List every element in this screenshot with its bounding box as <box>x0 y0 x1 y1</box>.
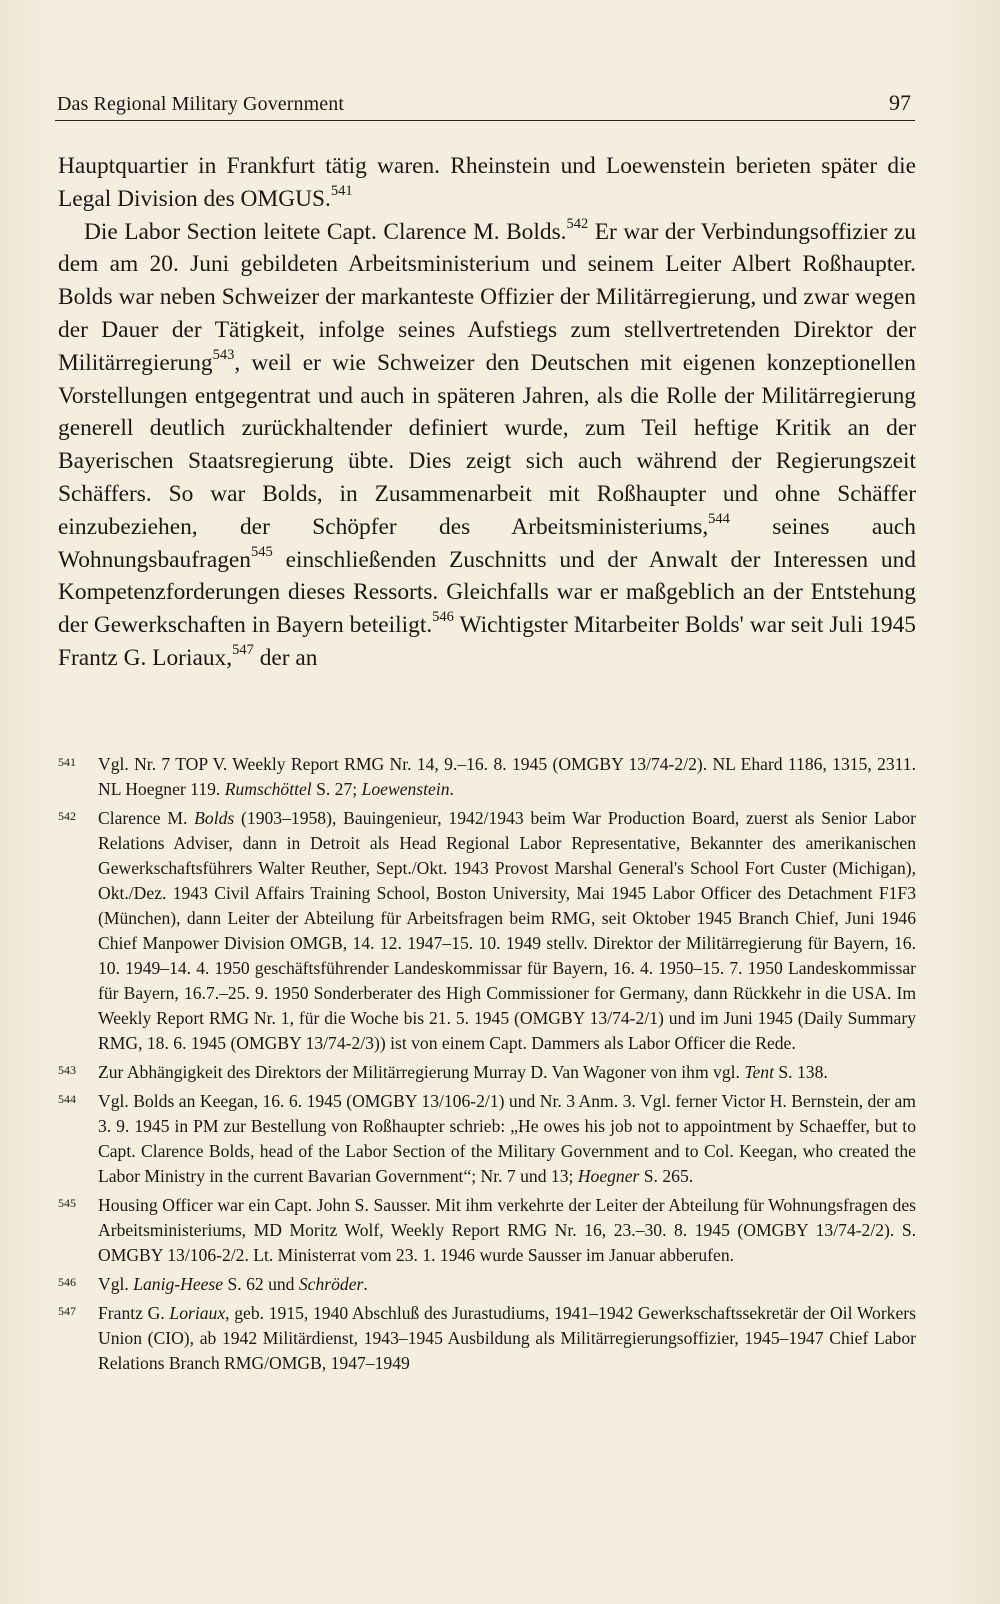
footnote-number: 547 <box>58 1304 76 1318</box>
footnote-ref: 543 <box>212 346 235 363</box>
paragraph-1 <box>58 150 916 216</box>
footnote-citation: Bolds <box>194 808 235 828</box>
footnote-text: Vgl. <box>98 1274 134 1294</box>
footnote-ref: 544 <box>708 510 730 527</box>
footnote-citation: Hoegner <box>577 1166 640 1186</box>
footnote-ref: 545 <box>250 543 273 560</box>
footnote-text: . <box>363 1274 368 1294</box>
footnote-ref: 542 <box>566 215 589 232</box>
footnote-ref: 541 <box>330 182 353 199</box>
running-title: Das Regional Military Government <box>57 93 345 115</box>
footnote-544 <box>58 1089 916 1189</box>
footnote-543 <box>58 1060 916 1085</box>
footnote-545 <box>58 1193 916 1268</box>
footnote-citation: Rumschöttel <box>224 779 312 799</box>
text-segment: Wichtigster Mitarbeiter Bolds' war seit Juli 1945 Frantz G. Loriaux, <box>58 612 916 671</box>
footnote-number: 545 <box>58 1196 76 1210</box>
footnote-text: Clarence M. <box>98 808 195 828</box>
text-segment: Hauptquartier in Frankfurt tätig waren. Rheinstein und Loewenstein berieten später die Legal Division des OMGUS. <box>58 153 916 212</box>
footnote-citation: Loewenstein <box>361 779 450 799</box>
footnote-text: Vgl. Nr. 7 TOP V. Weekly Report RMG Nr. 14, 9.–16. 8. 1945 (OMGBY 13/74-2/2). NL Ehard 1186, 1315, 2311. NL Hoegner 119. <box>98 754 916 799</box>
text-segment: Er war der Verbindungsoffizier zu dem am 20. Juni gebildeten Arbeitsministerium und seinem Leiter Albert Roßhaupter. Bolds war neben Schweizer der markanteste Offizier der Militärregierung, und zwar wegen der Dauer der Tätigkeit, infolge seines Aufstiegs zum stellvertretenden Direktor der Militärregierung <box>58 218 916 376</box>
footnote-ref: 546 <box>432 609 454 626</box>
footnote-text: S. 27; <box>311 779 362 799</box>
footnote-547 <box>58 1301 916 1376</box>
main-text <box>58 150 916 675</box>
footnote-text: S. 62 und <box>223 1274 299 1294</box>
footnote-541 <box>58 752 916 802</box>
footnotes <box>58 752 916 1380</box>
running-header <box>55 84 915 121</box>
footnote-citation: Loriaux <box>169 1303 226 1323</box>
footnote-citation: Lanig-Heese <box>133 1274 224 1294</box>
footnote-text: S. 138. <box>774 1062 828 1082</box>
footnote-text: . <box>449 779 454 799</box>
footnote-number: 541 <box>58 755 76 769</box>
footnote-542 <box>58 806 916 1056</box>
footnote-ref: 547 <box>232 641 254 658</box>
footnote-number: 542 <box>58 809 76 823</box>
paragraph-2 <box>58 216 916 675</box>
footnote-citation: Schröder <box>298 1274 364 1294</box>
footnote-text: (1903–1958), Bauingenieur, 1942/1943 beim War Production Board, zuerst als Senior Labor Relations Adviser, dann in Detroit als Head Regional Labor Representative, Bekannter des amerikanischen Gewerkschaftsführers Walter Reuther, Sept./Okt. 1943 Provost Marshal General's School Fort Custer (Michigan), Okt./Dez. 1943 Civil Affairs Training School, Boston University, Mai 1945 Labor Officer des Detachment F1F3 (München), dann Leiter der Abteilung für Arbeitsfragen beim RMG, seit Oktober 1945 Branch Chief, Juni 1946 Chief Manpower Division OMGB, 14. 12. 1947–15. 10. 1949 stellv. Direktor der Militärregierung für Bayern, 16. 10. 1949–14. 4. 1950 geschäftsführender Landeskommissar für Bayern, 16. 4. 1950–15. 7. 1950 Landeskommissar für Bayern, 16.7.–25. 9. 1950 Sonderberater des High Commissioner for Germany, dann Rückkehr in die USA. Im Weekly Report RMG Nr. 1, für die Woche bis 21. 5. 1945 (OMGBY 13/74-2/1) und im Juni 1945 (Daily Summary RMG, 18. 6. 1945 (OMGBY 13/74-2/3)) ist von einem Capt. Dammers als Labor Officer die Rede. <box>98 808 916 1053</box>
page-number: 97 <box>889 90 911 115</box>
footnote-text: S. 265. <box>639 1166 694 1186</box>
footnote-text: Zur Abhängigkeit des Direktors der Militärregierung Murray D. Van Wagoner von ihm vgl. <box>98 1062 745 1082</box>
footnote-number: 543 <box>58 1063 76 1077</box>
text-segment: einschließenden Zuschnitts und der Anwalt der Interessen und Kompetenzforderungen dieses Ressorts. Gleichfalls war er maßgeblich an der Entstehung der Gewerkschaften in Bayern beteiligt. <box>58 546 916 639</box>
text-segment: , weil er wie Schweizer den Deutschen mit eigenen konzeptionellen Vorstellungen entgegentrat und auch in späteren Jahren, als die Rolle der Militärregierung generell deutlich zurückhaltender definiert wurde, zum Teil heftige Kritik an der Bayerischen Staatsregierung übte. Dies zeigt sich auch während der Regierungszeit Schäffers. So war Bolds, in Zusammenarbeit mit Roßhaupter und ohne Schäffer einzubeziehen, der Schöpfer des Arbeitsministeriums, <box>58 349 916 540</box>
footnote-number: 546 <box>58 1275 76 1289</box>
footnote-number: 544 <box>58 1092 76 1106</box>
text-segment: der an <box>253 644 318 671</box>
footnote-text: Housing Officer war ein Capt. John S. Sausser. Mit ihm verkehrte der Leiter der Abteilung für Wohnungsfragen des Arbeitsministeriums, MD Moritz Wolf, Weekly Report RMG Nr. 16, 23.–30. 8. 1945 (OMGBY 13/74-2/2). S. OMGBY 13/106-2/2. Lt. Ministerrat vom 23. 1. 1946 wurde Sausser im Januar abberufen. <box>98 1195 916 1265</box>
footnote-text: Frantz G. <box>98 1303 170 1323</box>
footnote-citation: Tent <box>744 1062 774 1082</box>
footnote-546 <box>58 1272 916 1297</box>
text-segment: Die Labor Section leitete Capt. Clarence M. Bolds. <box>84 218 567 245</box>
text-segment: seines auch Wohnungsbaufragen <box>58 513 916 573</box>
footnote-text: , geb. 1915, 1940 Abschluß des Jurastudiums, 1941–1942 Gewerkschaftssekretär der Oil Workers Union (CIO), ab 1942 Militärdienst, 1943–1945 Ausbildung als Militärregierungsoffizier, 1945–1947 Chief Labor Relations Branch RMG/OMGB, 1947–1949 <box>98 1303 916 1373</box>
footnote-text: Vgl. Bolds an Keegan, 16. 6. 1945 (OMGBY 13/106-2/1) und Nr. 3 Anm. 3. Vgl. ferner Victor H. Bernstein, der am 3. 9. 1945 in PM zur Bestellung von Roßhaupter schrieb: „He owes his job not to appointment by Schaeffer, but to Capt. Clarence Bolds, head of the Labor Section of the Military Government and to Col. Keegan, who created the Labor Ministry in the current Bavarian Government“; Nr. 7 und 13; <box>98 1091 916 1186</box>
